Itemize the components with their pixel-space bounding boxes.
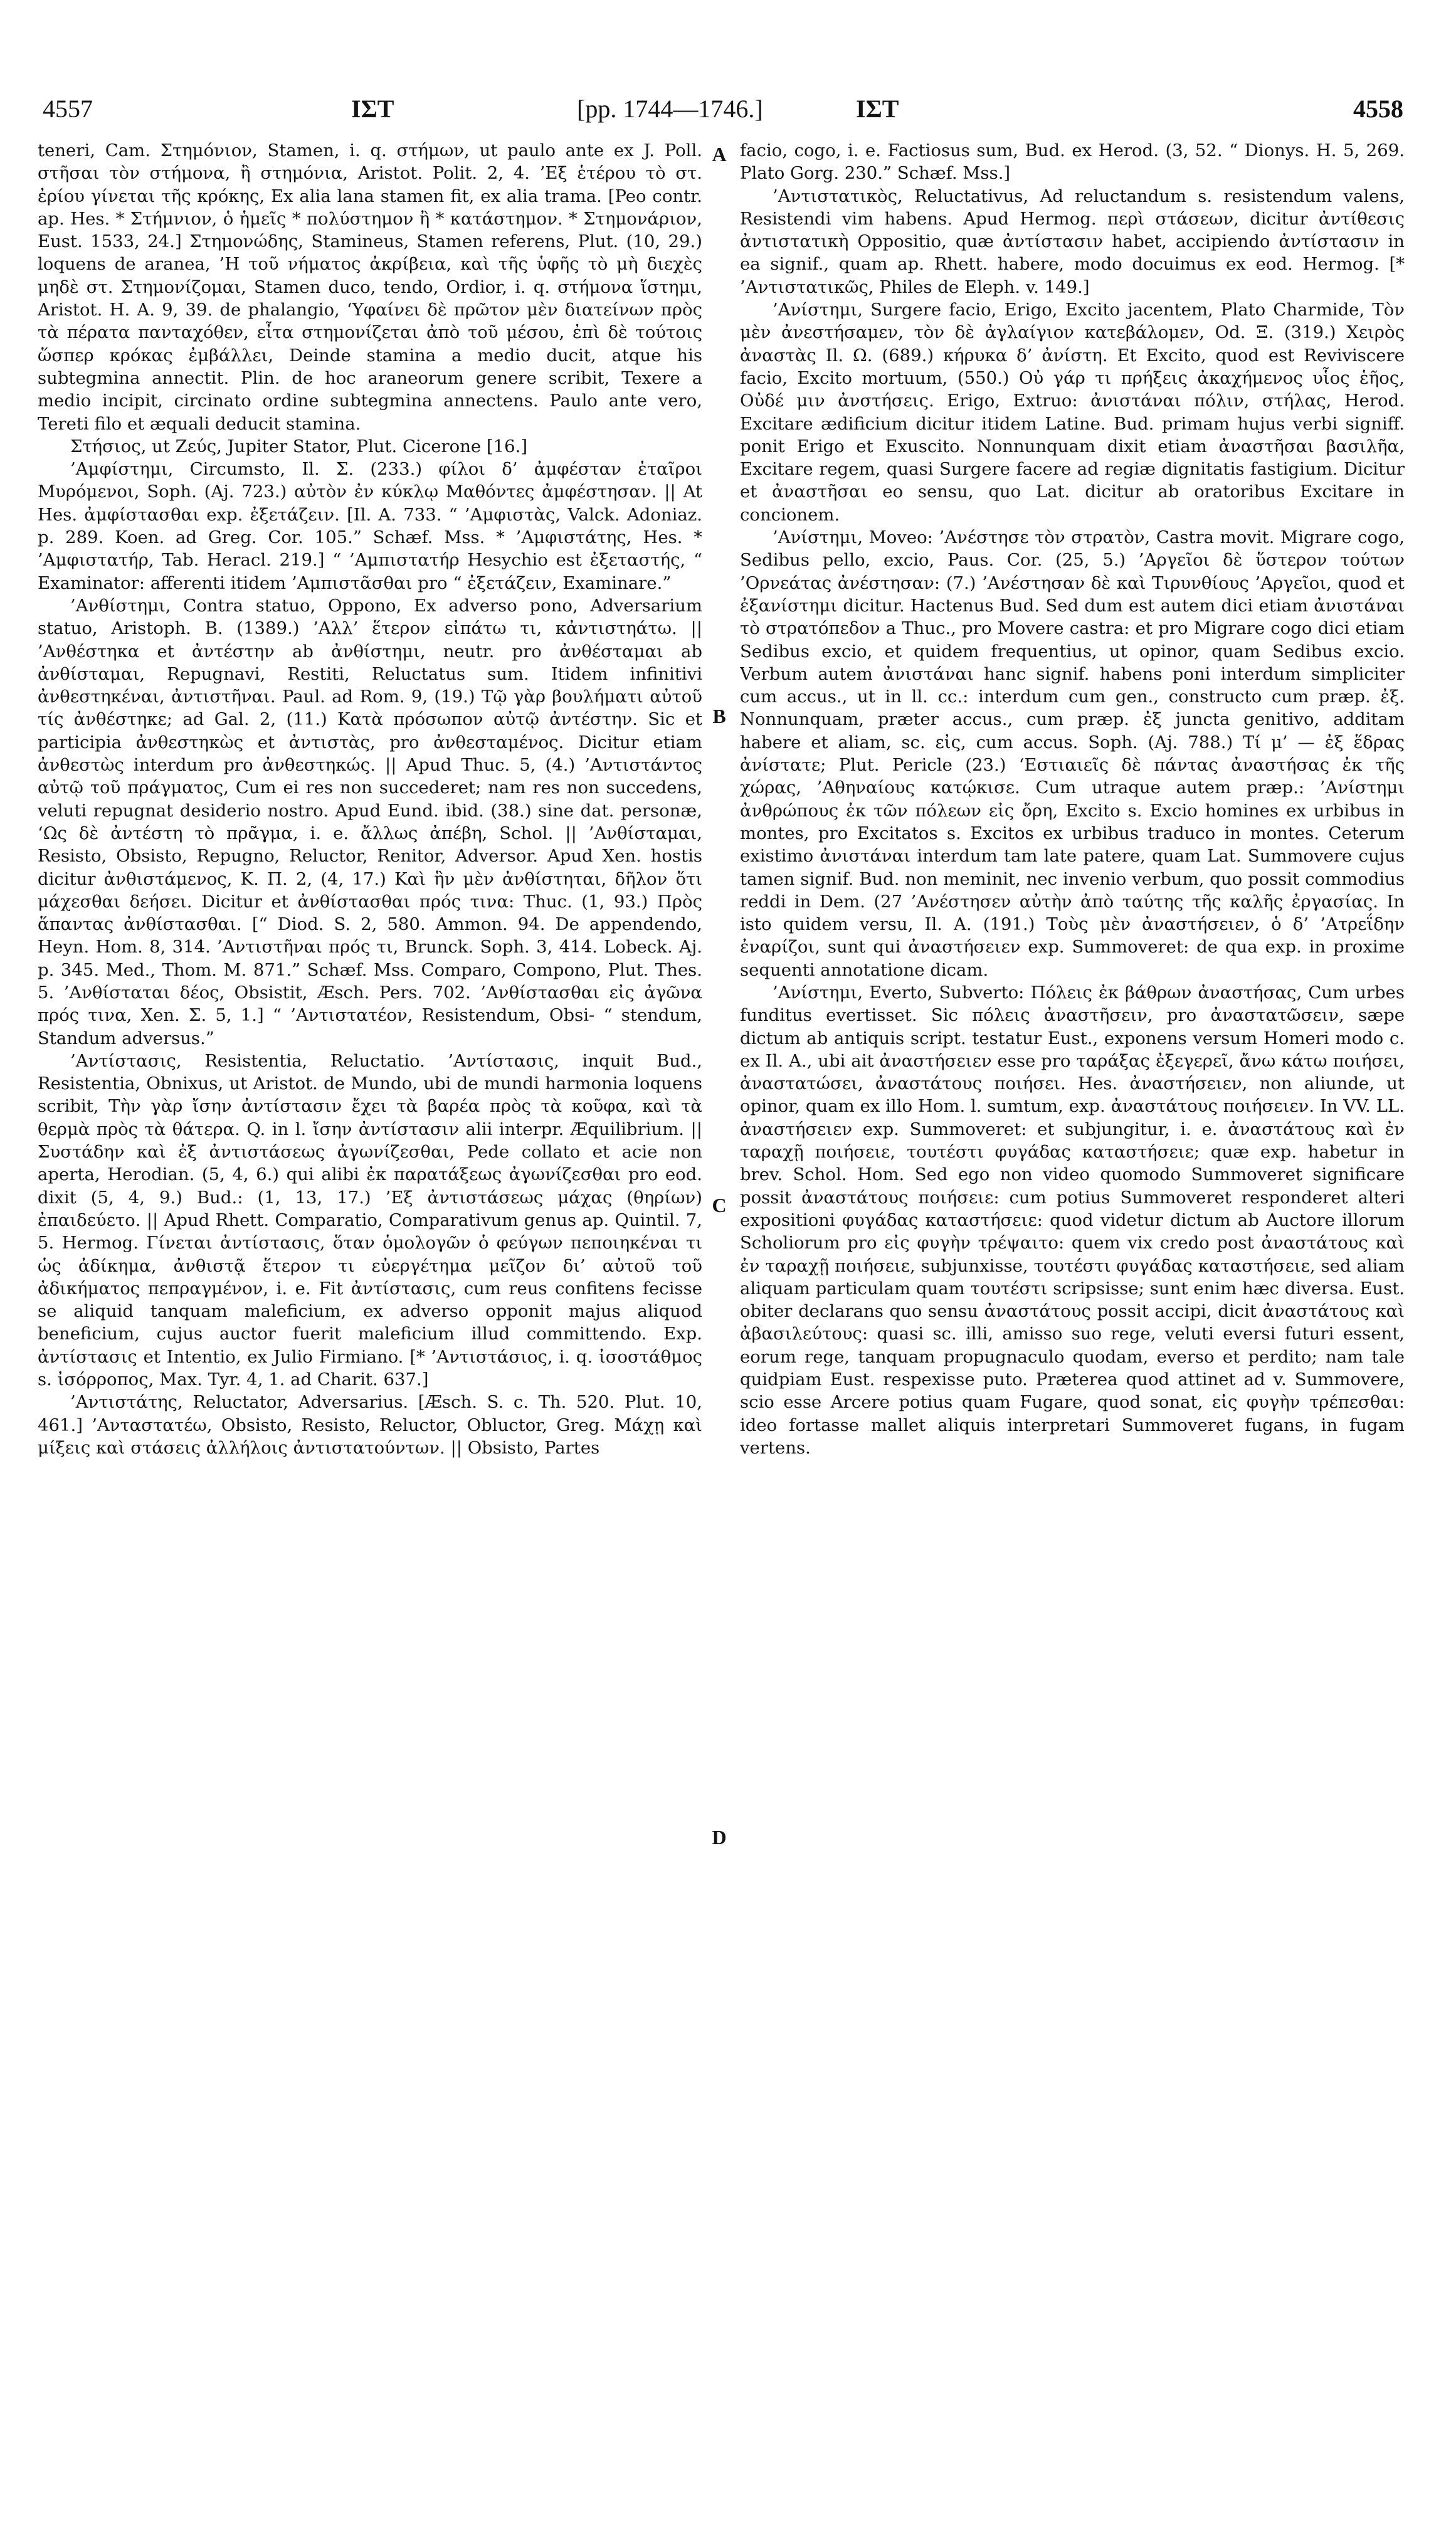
- section-marker-b: B: [712, 705, 726, 727]
- left-paragraph: ’Αντιστάτης, Reluctator, Adversarius. [Æsch. S. c. Th. 520. Plut. 10, 461.] ’Ανταστατέω, Obsisto, Resisto, Reluctor, Obluctor, Greg. Μάχῃ καὶ μίξεις καὶ στάσεις ἀλλήλοις ἀντιστατούντων. || Obsisto, Partes: [38, 1392, 702, 1458]
- page-reference: [pp. 1744—1746.]: [577, 95, 763, 123]
- headword-right: ΙΣΤ: [856, 95, 899, 123]
- right-paragraph: ’Ανίστημι, Moveo: ’Ανέστησε τὸν στρατὸν, Castra movit. Migrare cogo, Sedibus pello, excio, Paus. Cor. (25, 5.) ’Αργεῖοι δὲ ὕστερον τούτων ’Ορνεάτας ἀνέστησαν: (7.) ’Ανέστησαν δὲ καὶ Τιρυνθίους ’Αργεῖοι, quod et ἐξανίστημι dicitur. Hactenus Bud. Sed dum est autem dici etiam ἀνιστάναι τὸ στρατόπεδον a Thuc., pro Movere castra: et pro Migrare cogo dici etiam Sedibus excio, et quidem frequentius, ut opinor, quam Sedibus excio. Verbum autem ἀνιστάναι hanc signif. habens poni interdum simpliciter cum accus., ut in ll. cc.: interdum cum gen., constructo cum præp. ἐξ. Nonnunquam, præter accus., cum præp. ἐξ juncta genitivo, additam habere et aliam, sc. εἰς, cum accus. Soph. (Aj. 788.) Τί μ’ — ἐξ ἕδρας ἀνίστατε; Plut. Pericle (23.) ‘Εστιαιεῖς δὲ πάντας ἀναστήσας ἐκ τῆς χώρας, ’Αθηναίους κατῴκισε. Cum utraque autem præp.: ’Ανίστημι ἀνθρώπους ἐκ τῶν πόλεων εἰς ὄρη, Excito s. Excio homines ex urbibus in montes, pro Excitatos s. Excitos ex urbibus traduco in montes. Ceterum existimo ἀνιστάναι interdum tam late patere, quam Lat. Summovere cujus tamen signif. Bud. non meminit, nec invenio verbum, quo possit commodius reddi in Dem. (27 ’Ανέστησεν αὐτὴν ἀπὸ ταύτης τῆς καλῆς ἐργασίας. In isto quidem versu, Il. A. (191.) Τοὺς μὲν ἀναστήσειεν, ὁ δ’ ’Ατρεΐδην ἐναρίζοι, sunt qui ἀναστήσειεν exp. Summoveret: de qua exp. in proxime sequenti annotatione dicam.: [740, 527, 1405, 980]
- section-marker-a: A: [712, 143, 727, 166]
- left-paragraph: Στήσιος, ut Ζεύς, Jupiter Stator, Plut. Cicerone [16.]: [70, 436, 528, 456]
- right-paragraph: facio, cogo, i. e. Factiosus sum, Bud. ex Herod. (3, 52. “ Dionys. H. 5, 269. Plato Gorg. 230.” Schæf. Mss.]: [740, 140, 1405, 184]
- right-column: [740, 139, 1405, 2484]
- running-header: [0, 94, 1456, 144]
- headword-left: ΙΣΤ: [351, 95, 394, 123]
- section-marker-c: C: [712, 1194, 727, 1216]
- left-paragraph: teneri, Cam. Στημόνιον, Stamen, i. q. στήμων, ut paulo ante ex J. Poll. στῆσαι τὸν στήμονα, ἢ στημόνια, Aristot. Polit. 2, 4. ’Εξ ἑτέρου τὸ στ. ἐρίου γίνεται τῆς κρόκης, Ex alia lana stamen fit, ex alia trama. [Peo contr. ap. Hes. * Στήμνιον, ὁ ἡμεῖς * πολύστημον ἢ * κατάστημον. * Στημονάριον, Eust. 1533, 24.] Στημονώδης, Stamineus, Stamen referens, Plut. (10, 29.) loquens de aranea, ’Η τοῦ νήματος ἀκρίβεια, καὶ τῆς ὑφῆς τὸ μὴ διεχὲς μηδὲ στ. Στημονίζομαι, Stamen duco, tendo, Ordior, i. q. στήμονα ἵστημι, Aristot. H. A. 9, 39. de phalangio, ‘Υφαίνει δὲ πρῶτον μὲν διατείνων πρὸς τὰ πέρατα πανταχόθεν, εἶτα στημονίζεται ἀπὸ τοῦ μέσου, ἐπὶ δὲ τούτοις ὥσπερ κρόκας ἐμβάλλει, Deinde stamina a medio ducit, atque his subtegmina annectit. Plin. de hoc araneorum genere scribit, Texere a medio incipit, circinato ordine subtegmina annectens. Paulo ante vero, Tereti filo et æquali deducit stamina.: [38, 140, 702, 434]
- left-paragraph: ’Αμφίστημι, Circumsto, Il. Σ. (233.) φίλοι δ’ ἀμφέσταν ἑταῖροι Μυρόμενοι, Soph. (Aj. 723.) αὐτὸν ἐν κύκλῳ Μαθόντες ἀμφέστησαν. || At Hes. ἀμφίστασθαι exp. ἐξετάζειν. [Il. A. 733. “ ’Αμφιστὰς, Valck. Adoniaz. p. 289. Koen. ad Greg. Cor. 105.” Schæf. Mss. * ’Αμφιστάτης, Hes. * ’Αμφιστατήρ, Tab. Heracl. 219.] “ ’Αμπιστατήρ Hesychio est ἐξεταστής, “ Examinator: afferenti itidem ’Αμπιστᾶσθαι pro “ ἐξετάζειν, Examinare.”: [38, 459, 702, 593]
- column-number-right: 4558: [1353, 95, 1403, 123]
- right-paragraph: ’Ανίστημι, Everto, Subverto: Πόλεις ἐκ βάθρων ἀναστήσας, Cum urbes funditus evertisset. Sic πόλεις ἀναστῆσειν, pro ἀναστατῶσειν, sæpe dictum ab antiquis script. testatur Eust., exponens versum Homeri modo c. ex Il. A., ubi ait ἀναστήσειεν esse pro ταράξας ἐξεγερεῖ, ἄνω κάτω ποιήσει, ἀναστατώσει, ἀναστάτους ποιήσει. Hes. ἀναστήσειεν, non aliunde, ut opinor, quam ex illo Hom. l. sumtum, exp. ἀναστάτους ποιήσειεν. In VV. LL. ἀναστήσειεν exp. Summoveret: et subjungitur, i. e. ἀναστάτους καὶ ἐν ταραχῇ ποιήσειε, τουτέστι φυγάδας καταστήσειε; quæ exp. habetur in brev. Schol. Hom. Sed ego non video quomodo Summoveret significare possit ἀναστάτους ποιήσειε: cum potius Summoveret responderet alteri expositioni φυγάδας καταστήσειε: quod videtur dictum ab Auctore illorum Scholiorum pro εἰς φυγὴν τρέψαιτο: quem vix credo post ἀναστάτους καὶ ἐν ταραχῇ ποιήσειε, subjunxisse, τουτέστι φυγάδας καταστήσειε, sed aliam aliquam particulam quam τουτέστι scripsisse; sunt enim hæc diversa. Eust. obiter declarans quo sensu ἀναστάτους possit accipi, dicit ἀναστάτους καὶ ἀβασιλεύτους: quasi sc. illi, amisso suo rege, veluti eversi futuri essent, eorum rege, tanquam propugnaculo quodam, everso et perdito; nam tale quidpiam Eust. respexisse puto. Præterea quod attinet ad v. Summovere, scio esse Arcere potius quam Fugare, quod sonat, εἰς φυγὴν τρέπεσθαι: ideo fortasse mallet aliquis interpretari Summoveret fugans, in fugam vertens.: [740, 982, 1405, 1458]
- section-marker-d: D: [712, 1826, 727, 1849]
- left-column: [38, 139, 702, 2484]
- left-paragraph: ’Ανθίστημι, Contra statuo, Oppono, Ex adverso pono, Adversarium statuo, Aristoph. B. (1389.) ’Αλλ’ ἕτερον εἰπάτω τι, κἀντιστηάτω. || ’Ανθέστηκα et ἀντέστην ab ἀνθίστημι, neutr. pro ἀνθέσταμαι ab ἀνθίσταμαι, Repugnavi, Restiti, Reluctatus sum. Itidem infinitivi ἀνθεστηκέναι, ἀντιστῆναι. Paul. ad Rom. 9, (19.) Τῷ γὰρ βουλήματι αὐτοῦ τίς ἀνθέστηκε; ad Gal. 2, (11.) Κατὰ πρόσωπον αὐτῷ ἀντέστην. Sic et participia ἀνθεστηκὼς et ἀντιστὰς, pro ἀνθεσταμένος. Dicitur etiam ἀνθεστὼς interdum pro ἀνθεστηκώς. || Apud Thuc. 5, (4.) ’Αντιστάντος αὐτῷ τοῦ πράγματος, Cum ei res non succederet; nam res non succedens, veluti repugnat desiderio nostro. Apud Eund. ibid. (38.) sine dat. personæ, ‘Ως δὲ ἀντέστη τὸ πρᾶγμα, i. e. ἄλλως ἀπέβη, Schol. || ’Ανθίσταμαι, Resisto, Obsisto, Repugno, Reluctor, Renitor, Adversor. Apud Xen. hostis dicitur ἀνθιστάμενος, K. Π. 2, (4, 17.) Καὶ ἣν μὲν ἀνθίστηται, δῆλον ὅτι μάχεσθαι δεήσει. Dicitur et ἀνθίστασθαι πρός τινα: Thuc. (1, 93.) Πρὸς ἅπαντας ἀνθίστασθαι. [“ Diod. S. 2, 580. Ammon. 94. De appendendo, Heyn. Hom. 8, 314. ’Αντιστῆναι πρός τι, Brunck. Soph. 3, 414. Lobeck. Aj. p. 345. Med., Thom. M. 871.” Schæf. Mss. Comparo, Compono, Plut. Thes. 5. ’Ανθίσταται δέος, Obsistit, Æsch. Pers. 702. ’Ανθίστασθαι εἰς ἀγῶνα πρός τινα, Xen. Σ. 5, 1.] “ ’Αντιστατέον, Resistendum, Obsi- “ stendum, Standum adversus.”: [38, 595, 702, 1048]
- right-paragraph: ’Ανίστημι, Surgere facio, Erigo, Excito jacentem, Plato Charmide, Τὸν μὲν ἀνεστήσαμεν, τὸν δὲ ἀγλαίγιον κατεβάλομεν, Od. Ξ. (319.) Χειρὸς ἀναστὰς Il. Ω. (689.) κήρυκα δ’ ἀνίστη. Et Excito, quod est Reviviscere facio, Excito mortuum, (550.) Οὐ γάρ τι πρήξεις ἀκαχήμενος υἷος ἑῆος, Οὐδέ μιν ἀνστήσεις. Erigo, Extruo: ἀνιστάναι πόλιν, στήλας, Herod. Excitare ædificium dicitur itidem Latine. Bud. primam hujus verbi signiff. ponit Erigo et Exuscito. Nonnunquam dixit etiam ἀναστῆσαι βασιλῆα, Excitare regem, quasi Surgere facere ad regiæ dignitatis fastigium. Dicitur et ἀναστῆσαι eo sensu, quo Lat. dicitur ab oratoribus Excitare in concionem.: [740, 300, 1405, 525]
- column-number-left: 4557: [43, 95, 93, 123]
- right-paragraph: ’Αντιστατικὸς, Reluctativus, Ad reluctandum s. resistendum valens, Resistendi vim habens. Apud Hermog. περὶ στάσεων, dicitur ἀντίθεσις ἀντιστατικὴ Oppositio, quæ ἀντίστασιν habet, accipiendo ἀντίστασιν in ea signif., quam ap. Rhett. habere, modo docuimus ex eod. Hermog. [* ’Αντιστατικῶς, Philes de Eleph. v. 149.]: [740, 186, 1405, 297]
- left-paragraph: ’Αντίστασις, Resistentia, Reluctatio. ’Αντίστασις, inquit Bud., Resistentia, Obnixus, ut Aristot. de Mundo, ubi de mundi harmonia loquens scribit, Τὴν γὰρ ἴσην ἀντίστασιν ἔχει τὰ βαρέα πρὸς τὰ κοῦφα, καὶ τὰ θερμὰ πρὸς τὰ θάτερα. Q. in l. ἴσην ἀντίστασιν alii interpr. Æquilibrium. || Συστάδην καὶ ἐξ ἀντιστάσεως ἀγωνίζεσθαι, Pede collato et acie non aperta, Herodian. (5, 4, 6.) qui alibi ἐκ παρατάξεως ἀγωνίζεσθαι pro eod. dixit (5, 4, 9.) Bud.: (1, 13, 17.) ’Εξ ἀντιστάσεως μάχας (θηρίων) ἐπαιδεύετο. || Apud Rhett. Comparatio, Comparativum genus ap. Quintil. 7, 5. Hermog. Γίνεται ἀντίστασις, ὅταν ὁμολογῶν ὁ φεύγων πεποιηκέναι τι ὡς ἀδίκημα, ἀνθιστᾷ ἕτερον τι εὐεργέτημα μεῖζον δι’ αὐτοῦ τοῦ ἀδικήματος πεπραγμένον, i. e. Fit ἀντίστασις, cum reus confitens fecisse se aliquid tanquam maleficium, ex adverso opponit majus aliquod beneficium, cujus auctor fuerit maleficium illud committendo. Exp. ἀντίστασις et Intentio, ex Julio Firmiano. [* ’Αντιστάσιος, i. q. ἰσοστάθμος s. ἰσόρροπος, Max. Tyr. 4, 1. ad Charit. 637.]: [38, 1050, 702, 1390]
